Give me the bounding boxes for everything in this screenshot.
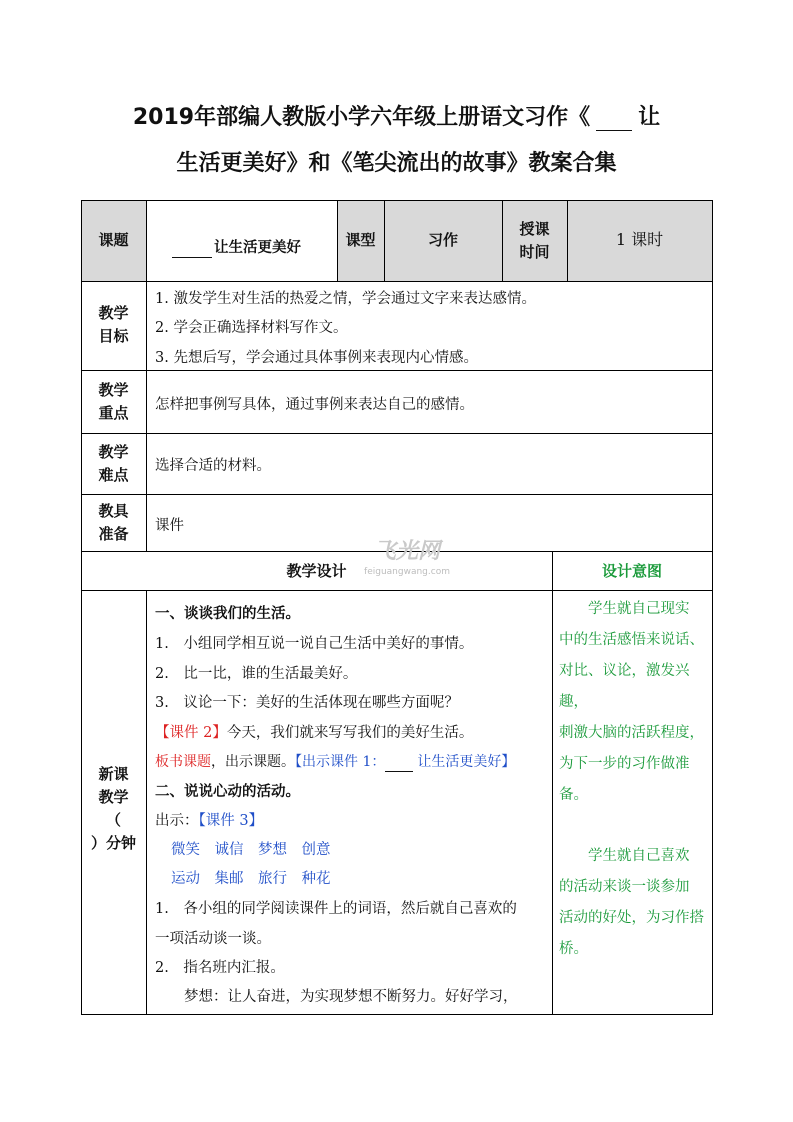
goals-label: 教学 目标 [98,304,129,345]
lesson-paragraph: 一项活动谈一谈。 [155,931,271,947]
courseware-blank [385,755,413,772]
document-title-line-2: 生活更美好》和《笔尖流出的故事》教案合集 [176,151,617,176]
topic-value: 让生活更美好 [172,238,301,258]
section-heading-1: 一、谈谈我们的生活。 [155,606,300,622]
time-label: 授课 时间 [519,220,550,261]
goal-item: 1. 激发学生对生活的热爱之情，学会通过文字来表达感情。 [155,291,536,307]
design-intent-block-2: 学生就自己喜欢 的活动来谈一谈参加 活动的好处，为习作搭 桥。 [559,848,704,957]
focus-text: 怎样把事例写具体，通过事例来表达自己的感情。 [155,397,474,413]
teaching-design-header: 教学设计 [286,562,347,580]
activity-words-row: 微笑 诚信 梦想 创意 [171,842,331,858]
lesson-paragraph: 2. 指名班内汇报。 [155,960,285,976]
type-label: 课型 [345,231,376,249]
time-value: 1 课时 [615,230,664,249]
design-intent-header: 设计意图 [601,562,662,580]
watermark-sub: feiguangwang.com [364,567,450,577]
watermark-logo [352,528,462,586]
lesson-paragraph: 1. 各小组的同学阅读课件上的词语，然后就自己喜欢的 [155,901,517,917]
topic-blank [172,241,212,258]
section-heading-2: 二、说说心动的活动。 [155,784,300,800]
tools-label: 教具 准备 [98,502,129,543]
design-intent-block-1: 学生就自己现实 中的生活感悟来说话、 对比、议论，激发兴趣， 刺激大脑的活跃程度， 为下一步的习作做准 备。 [559,601,704,803]
topic-label: 课题 [98,231,129,249]
activity-words-row: 运动 集邮 旅行 种花 [171,871,331,887]
goal-item: 2. 学会正确选择材料写作文。 [155,320,348,336]
watermark-main: 飞光网 [373,539,441,564]
lesson-paragraph: 【课件 2】今天，我们就来写写我们的美好生活。 [155,725,474,741]
lesson-paragraph: 3. 议论一下：美好的生活体现在哪些方面呢？ [155,695,459,711]
type-value: 习作 [427,231,458,249]
lesson-paragraph: 2. 比一比，谁的生活最美好。 [155,666,358,682]
title-blank [596,110,632,131]
lesson-paragraph: 出示：【课件 3】 [155,813,264,829]
lesson-paragraph: 1. 小组同学相互说一说自己生活中美好的事情。 [155,636,474,652]
focus-label: 教学 重点 [98,381,129,422]
lesson-paragraph: 梦想：让人奋进，为实现梦想不断努力。好好学习， [155,989,518,1005]
difficulty-text: 选择合适的材料。 [155,458,271,474]
document-title-line-1: 2019年部编人教版小学六年级上册语文习作《 让 [132,105,661,130]
lesson-side-label: 新课 教学 （ ）分钟 [90,765,136,852]
lesson-paragraph: 板书课题，出示课题。【出示课件 1： 让生活更美好】 [155,754,516,770]
difficulty-label: 教学 难点 [98,443,129,484]
tools-text: 课件 [155,518,184,534]
goal-item: 3. 先想后写，学会通过具体事例来表现内心情感。 [155,350,478,366]
